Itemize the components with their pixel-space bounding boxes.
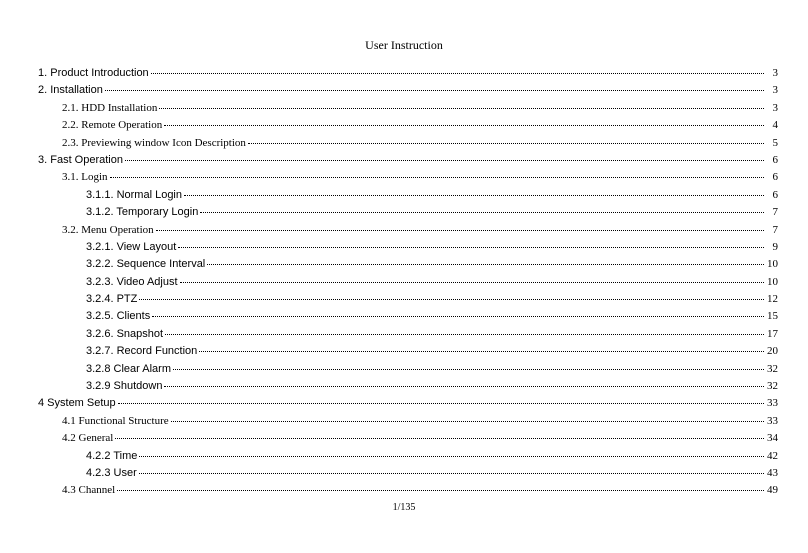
toc-entry[interactable] [38,135,778,152]
toc-entry-page: 20 [767,345,778,358]
toc-entry-page: 5 [772,136,778,149]
toc-dot-leader [200,211,764,213]
toc-dot-leader [139,298,764,300]
toc-entry-label: 3.2.5. Clients [86,310,151,323]
toc-entry-label: 4.2.3 User [86,466,137,479]
toc-entry-label: 3.2.2. Sequence Interval [86,258,206,271]
toc-entry[interactable] [38,274,778,291]
toc-entry-label: 3.2.4. PTZ [86,293,138,306]
toc-dot-leader [156,229,764,231]
toc-entry-label: 3.1.2. Temporary Login [86,206,199,219]
toc-dot-leader [199,350,764,352]
toc-entry-label: 2.1. HDD Installation [62,101,158,114]
toc-dot-leader [105,89,764,91]
toc-entry-label: 4.2 General [62,432,114,445]
toc-dot-leader [178,246,764,248]
toc-entry-page: 6 [772,188,778,201]
toc-entry-page: 3 [772,101,778,114]
toc-dot-leader [159,107,764,109]
page-number: 1/135 [392,502,416,513]
toc-entry-label: 3.1. Login [62,171,108,184]
table-of-contents [38,65,778,500]
toc-entry[interactable] [38,239,778,256]
toc-entry-page: 7 [772,206,778,219]
toc-entry-page: 17 [767,327,778,340]
toc-entry-label: 3.2.6. Snapshot [86,327,164,340]
toc-entry-page: 7 [772,223,778,236]
toc-dot-leader [184,194,764,196]
toc-entry-page: 10 [767,275,778,288]
toc-entry-label: 2.2. Remote Operation [62,119,163,132]
toc-entry[interactable] [38,169,778,186]
toc-dot-leader [139,455,764,457]
toc-entry-label: 4.3 Channel [62,484,116,497]
toc-entry-page: 32 [767,362,778,375]
toc-entry-page: 3 [772,67,778,79]
toc-entry-page: 33 [767,397,778,410]
toc-entry-page: 43 [767,466,778,479]
toc-dot-leader [207,263,764,265]
toc-entry-label: 3.1.1. Normal Login [86,188,182,201]
toc-entry-label: 3.2.8 Clear Alarm [86,362,171,375]
toc-dot-leader [118,402,764,404]
toc-dot-leader [125,159,764,161]
toc-entry-page: 32 [767,380,778,393]
toc-entry[interactable] [38,291,778,308]
toc-entry-page: 15 [767,310,778,323]
toc-dot-leader [139,472,764,474]
toc-dot-leader [110,176,764,178]
toc-entry-page: 3 [772,84,778,97]
toc-dot-leader [117,489,764,491]
toc-entry[interactable] [38,308,778,325]
toc-dot-leader [115,437,764,439]
toc-entry-label: 4.1 Functional Structure [62,414,169,427]
toc-entry-label: 1. Product Introduction [38,67,149,79]
toc-entry-label: 3.2.3. Video Adjust [86,275,178,288]
toc-entry-label: 2.3. Previewing window Icon Description [62,136,246,149]
toc-dot-leader [164,385,764,387]
toc-entry[interactable] [38,326,778,343]
toc-entry[interactable] [38,152,778,169]
toc-entry-page: 4 [772,119,778,132]
toc-entry-label: 3. Fast Operation [38,153,123,166]
toc-entry-page: 49 [767,484,778,497]
toc-dot-leader [171,420,764,422]
toc-entry[interactable] [38,378,778,395]
toc-entry[interactable] [38,222,778,239]
toc-entry[interactable] [38,413,778,430]
toc-dot-leader [152,315,764,317]
toc-entry-label: 3.2.1. View Layout [86,240,177,253]
toc-entry-label: 4.2.2 Time [86,449,138,462]
toc-entry[interactable] [38,204,778,221]
toc-entry[interactable] [38,482,778,499]
toc-entry-label: 3.2.9 Shutdown [86,380,163,393]
toc-entry[interactable] [38,465,778,482]
toc-entry-label: 3.2.7. Record Function [86,345,198,358]
toc-entry[interactable] [38,343,778,360]
toc-entry-page: 9 [772,240,778,253]
toc-dot-leader [151,72,764,74]
toc-entry[interactable] [38,100,778,117]
toc-entry-page: 42 [767,449,778,462]
toc-entry-page: 6 [772,153,778,166]
toc-entry-page: 12 [767,293,778,306]
document-title: User Instruction [365,38,443,52]
toc-entry[interactable] [38,448,778,465]
toc-entry-label: 3.2. Menu Operation [62,223,154,236]
toc-dot-leader [164,124,764,126]
toc-entry-label: 4 System Setup [38,397,116,410]
toc-entry[interactable] [38,361,778,378]
toc-dot-leader [180,281,764,283]
toc-entry-page: 33 [767,414,778,427]
toc-dot-leader [248,142,764,144]
toc-entry[interactable] [38,65,778,82]
toc-entry-page: 34 [767,432,778,445]
toc-entry[interactable] [38,256,778,273]
toc-entry-page: 10 [767,258,778,271]
toc-entry[interactable] [38,82,778,99]
toc-entry[interactable] [38,395,778,412]
toc-entry-label: 2. Installation [38,84,103,97]
toc-dot-leader [173,368,764,370]
toc-entry[interactable] [38,430,778,447]
toc-entry-page: 6 [772,171,778,184]
toc-entry[interactable] [38,117,778,134]
toc-dot-leader [165,333,764,335]
toc-entry[interactable] [38,187,778,204]
